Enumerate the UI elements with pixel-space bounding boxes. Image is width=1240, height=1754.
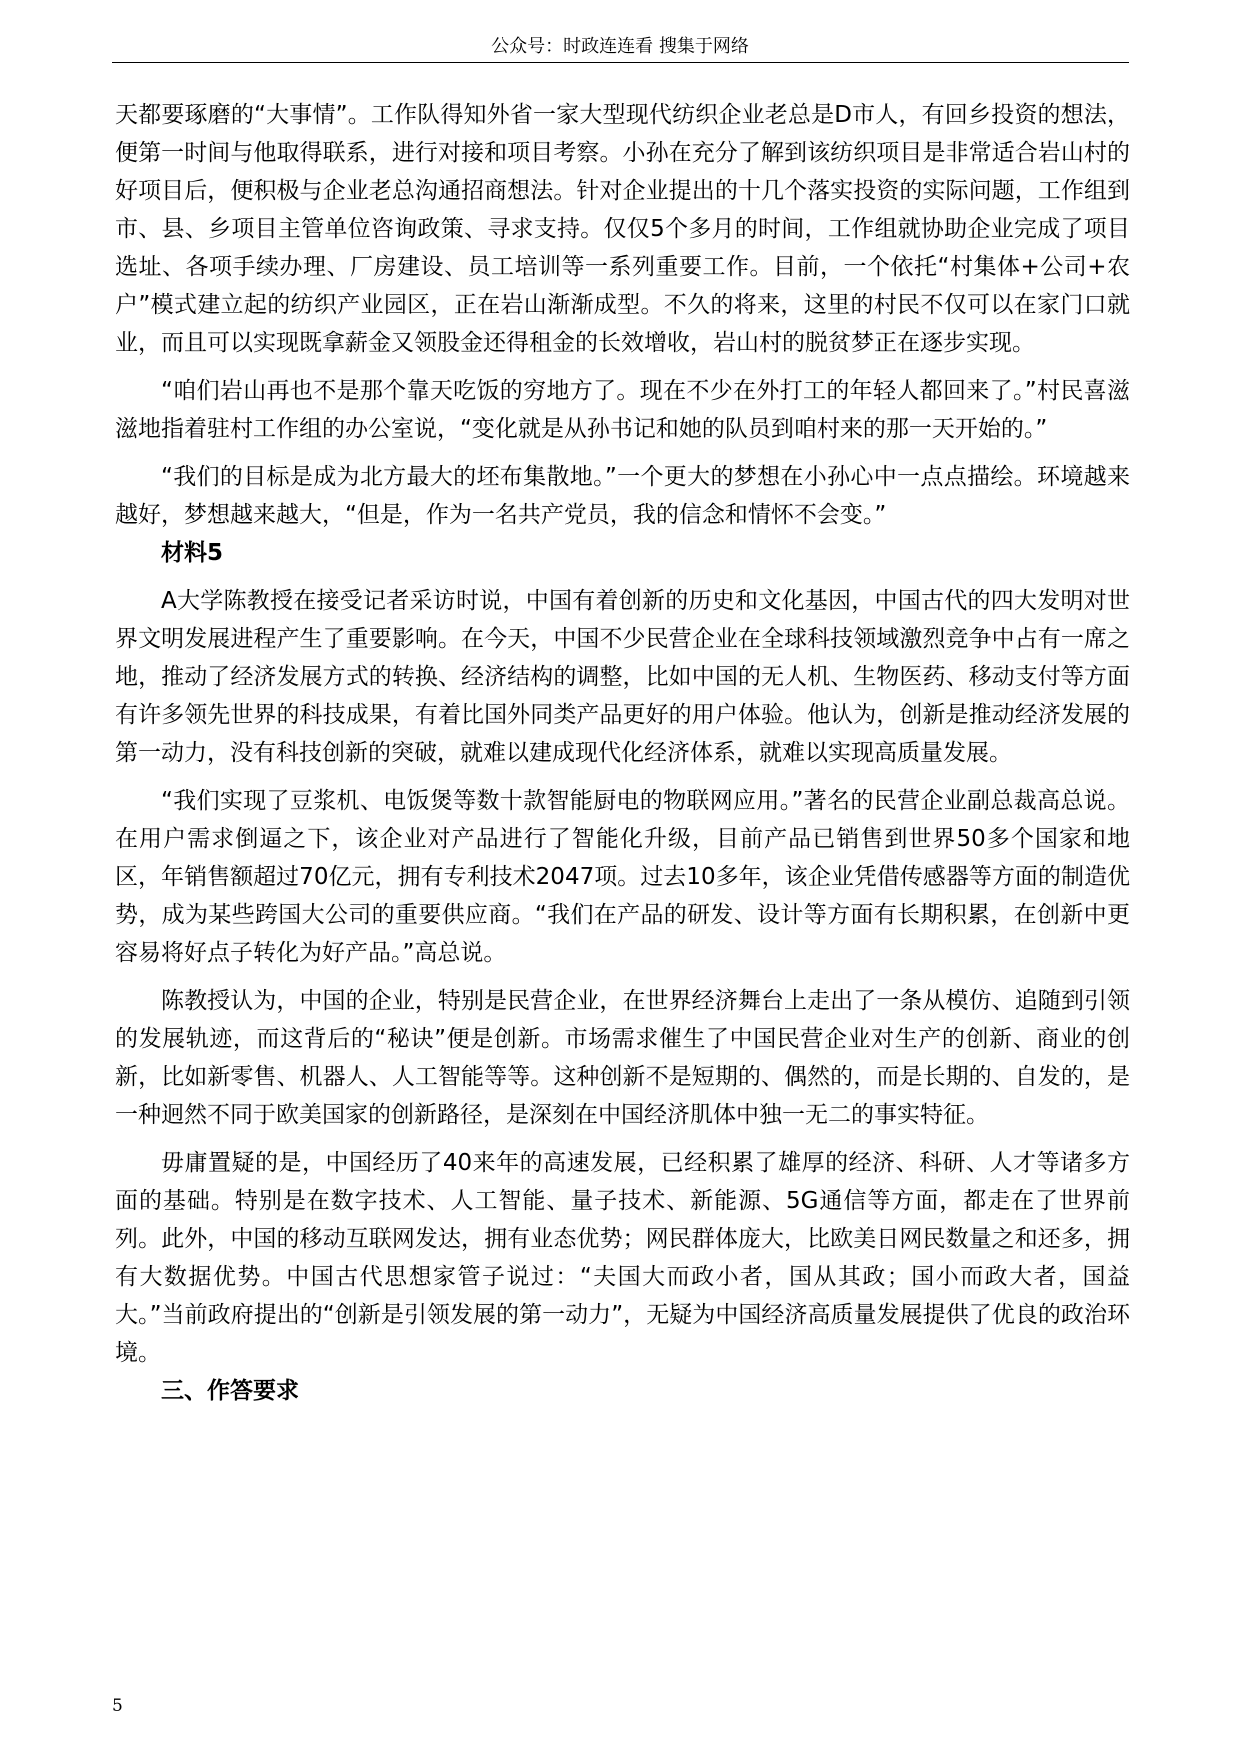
body-paragraph: “我们实现了豆浆机、电饭煲等数十款智能厨电的物联网应用。”著名的民营企业副总裁高总说。在用户需求倒逼之下，该企业对产品进行了智能化升级，目前产品已销售到世界50多个国家和地区，年销售额超过70亿元，拥有专利技术2047项。过去10多年，该企业凭借传感器等方面的制造优势，成为某些跨国大公司的重要供应商。“我们在产品的研发、设计等方面有长期积累，在创新中更容易将好点子转化为好产品。”高总说。 xyxy=(115,788,1130,966)
body-paragraph: “咱们岩山再也不是那个靠天吃饭的穷地方了。现在不少在外打工的年轻人都回来了。”村民喜滋滋地指着驻村工作组的办公室说，“变化就是从孙书记和她的队员到咱村来的那一天开始的。” xyxy=(115,378,1130,442)
page-number: 5 xyxy=(112,1696,123,1716)
page-header: 公众号：时政连连看 搜集于网络 xyxy=(491,36,749,57)
header-divider xyxy=(112,62,1129,63)
section-heading-material-5: 材料5 xyxy=(161,540,224,566)
body-paragraph: “我们的目标是成为北方最大的坯布集散地。”一个更大的梦想在小孙心中一点点描绘。环境越来越好，梦想越来越大，“但是，作为一名共产党员，我的信念和情怀不会变。” xyxy=(115,464,1130,528)
body-paragraph: 天都要琢磨的“大事情”。工作队得知外省一家大型现代纺织企业老总是D市人，有回乡投资的想法，便第一时间与他取得联系，进行对接和项目考察。小孙在充分了解到该纺织项目是非常适合岩山村的好项目后，便积极与企业老总沟通招商想法。针对企业提出的十几个落实投资的实际问题，工作组到市、县、乡项目主管单位咨询政策、寻求支持。仅仅5个多月的时间，工作组就协助企业完成了项目选址、各项手续办理、厂房建设、员工培训等一系列重要工作。目前，一个依托“村集体+公司+农户”模式建立起的纺织产业园区，正在岩山渐渐成型。不久的将来，这里的村民不仅可以在家门口就业，而且可以实现既拿薪金又领股金还得租金的长效增收，岩山村的脱贫梦正在逐步实现。 xyxy=(115,102,1130,356)
section-heading-answer-requirements: 三、作答要求 xyxy=(161,1378,299,1404)
body-paragraph: A大学陈教授在接受记者采访时说，中国有着创新的历史和文化基因，中国古代的四大发明对世界文明发展进程产生了重要影响。在今天，中国不少民营企业在全球科技领域激烈竞争中占有一席之地，推动了经济发展方式的转换、经济结构的调整，比如中国的无人机、生物医药、移动支付等方面有许多领先世界的科技成果，有着比国外同类产品更好的用户体验。他认为，创新是推动经济发展的第一动力，没有科技创新的突破，就难以建成现代化经济体系，就难以实现高质量发展。 xyxy=(115,588,1130,766)
page-body xyxy=(115,96,1130,1410)
body-paragraph: 陈教授认为，中国的企业，特别是民营企业，在世界经济舞台上走出了一条从模仿、追随到引领的发展轨迹，而这背后的“秘诀”便是创新。市场需求催生了中国民营企业对生产的创新、商业的创新，比如新零售、机器人、人工智能等等。这种创新不是短期的、偶然的，而是长期的、自发的，是一种迥然不同于欧美国家的创新路径，是深刻在中国经济肌体中独一无二的事实特征。 xyxy=(115,988,1130,1128)
body-paragraph: 毋庸置疑的是，中国经历了40来年的高速发展，已经积累了雄厚的经济、科研、人才等诸多方面的基础。特别是在数字技术、人工智能、量子技术、新能源、5G通信等方面，都走在了世界前列。此外，中国的移动互联网发达，拥有业态优势；网民群体庞大，比欧美日网民数量之和还多，拥有大数据优势。中国古代思想家管子说过：“夫国大而政小者，国从其政；国小而政大者，国益大。”当前政府提出的“创新是引领发展的第一动力”，无疑为中国经济高质量发展提供了优良的政治环境。 xyxy=(115,1150,1130,1366)
